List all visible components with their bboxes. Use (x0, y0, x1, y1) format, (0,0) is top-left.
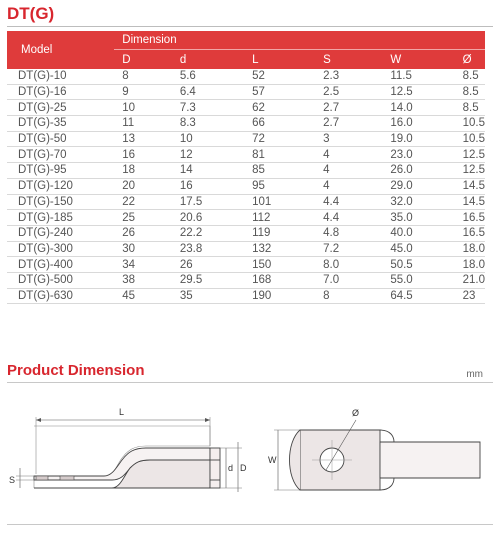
value-cell: 8 (315, 288, 382, 304)
model-cell: DT(G)-35 (7, 116, 114, 132)
value-cell: 190 (244, 288, 315, 304)
model-cell: DT(G)-70 (7, 147, 114, 163)
value-cell: 6.4 (172, 84, 244, 100)
value-cell: 29.0 (382, 178, 454, 194)
value-cell: 66 (244, 116, 315, 132)
section-divider (7, 382, 493, 383)
value-cell: 17.5 (172, 194, 244, 210)
value-cell: 57 (244, 84, 315, 100)
value-cell: 13 (114, 131, 172, 147)
product-dimension-drawing (0, 384, 500, 522)
dimension-phi-label: Ø (352, 408, 360, 418)
value-cell: 7.3 (172, 100, 244, 116)
table-row (7, 163, 485, 179)
value-cell: 35 (172, 288, 244, 304)
value-cell: 4.8 (315, 225, 382, 241)
value-cell: 35.0 (382, 210, 454, 226)
model-cell: DT(G)-95 (7, 163, 114, 179)
value-cell: 40.0 (382, 225, 454, 241)
value-cell: 18 (114, 163, 172, 179)
page-title: DT(G) (7, 4, 55, 23)
value-cell: 119 (244, 225, 315, 241)
value-cell: 18.0 (455, 257, 485, 273)
value-cell: 85 (244, 163, 315, 179)
value-cell: 23 (455, 288, 485, 304)
value-cell: 132 (244, 241, 315, 257)
value-cell: 150 (244, 257, 315, 273)
value-cell: 14.5 (455, 194, 485, 210)
value-cell: 8 (114, 69, 172, 84)
value-cell: 20 (114, 178, 172, 194)
value-cell: 45.0 (382, 241, 454, 257)
side-view (16, 417, 242, 492)
value-cell: 2.5 (315, 84, 382, 100)
value-cell: 2.3 (315, 69, 382, 84)
dimension-L-label: L (119, 407, 125, 417)
column-header-L: L (244, 50, 315, 70)
table-row (7, 194, 485, 210)
value-cell: 81 (244, 147, 315, 163)
column-header-d: d (172, 50, 244, 70)
value-cell: 26 (172, 257, 244, 273)
dimension-d-label: d (228, 463, 234, 473)
front-view (274, 420, 480, 490)
value-cell: 16.5 (455, 225, 485, 241)
table-row (7, 288, 485, 304)
value-cell: 11 (114, 116, 172, 132)
value-cell: 5.6 (172, 69, 244, 84)
column-header-phi: Ø (455, 50, 485, 70)
value-cell: 22.2 (172, 225, 244, 241)
table-row (7, 84, 485, 100)
table-row (7, 210, 485, 226)
value-cell: 4 (315, 178, 382, 194)
value-cell: 45 (114, 288, 172, 304)
value-cell: 8.3 (172, 116, 244, 132)
value-cell: 62 (244, 100, 315, 116)
value-cell: 26.0 (382, 163, 454, 179)
value-cell: 12.5 (455, 147, 485, 163)
value-cell: 52 (244, 69, 315, 84)
value-cell: 10.5 (455, 116, 485, 132)
value-cell: 19.0 (382, 131, 454, 147)
value-cell: 16 (114, 147, 172, 163)
dimension-S-label: S (9, 475, 16, 485)
section-title: Product Dimension (7, 362, 145, 379)
value-cell: 16.5 (455, 210, 485, 226)
value-cell: 32.0 (382, 194, 454, 210)
model-cell: DT(G)-300 (7, 241, 114, 257)
model-cell: DT(G)-240 (7, 225, 114, 241)
table-row (7, 69, 485, 84)
value-cell: 20.6 (172, 210, 244, 226)
value-cell: 16.0 (382, 116, 454, 132)
value-cell: 10 (114, 100, 172, 116)
dimension-table (7, 31, 485, 304)
value-cell: 29.5 (172, 272, 244, 288)
value-cell: 26 (114, 225, 172, 241)
model-header: Model (7, 31, 114, 69)
value-cell: 25 (114, 210, 172, 226)
value-cell: 9 (114, 84, 172, 100)
value-cell: 4 (315, 163, 382, 179)
value-cell: 14.0 (382, 100, 454, 116)
value-cell: 16 (172, 178, 244, 194)
value-cell: 112 (244, 210, 315, 226)
table-row (7, 241, 485, 257)
model-cell: DT(G)-10 (7, 69, 114, 84)
value-cell: 50.5 (382, 257, 454, 273)
value-cell: 22 (114, 194, 172, 210)
value-cell: 18.0 (455, 241, 485, 257)
column-header-S: S (315, 50, 382, 70)
table-row (7, 116, 485, 132)
model-cell: DT(G)-16 (7, 84, 114, 100)
value-cell: 4.4 (315, 210, 382, 226)
value-cell: 8.5 (455, 84, 485, 100)
table-body (7, 69, 485, 304)
table-row (7, 225, 485, 241)
value-cell: 11.5 (382, 69, 454, 84)
value-cell: 168 (244, 272, 315, 288)
dimension-D-label: D (240, 463, 247, 473)
value-cell: 12.5 (455, 163, 485, 179)
value-cell: 10 (172, 131, 244, 147)
title-divider (7, 26, 493, 27)
bottom-divider (7, 524, 493, 525)
value-cell: 23.0 (382, 147, 454, 163)
value-cell: 7.0 (315, 272, 382, 288)
column-header-W: W (382, 50, 454, 70)
table-row (7, 272, 485, 288)
value-cell: 4 (315, 147, 382, 163)
value-cell: 55.0 (382, 272, 454, 288)
value-cell: 14 (172, 163, 244, 179)
value-cell: 101 (244, 194, 315, 210)
table-row (7, 131, 485, 147)
value-cell: 8.5 (455, 69, 485, 84)
model-cell: DT(G)-25 (7, 100, 114, 116)
model-cell: DT(G)-120 (7, 178, 114, 194)
value-cell: 23.8 (172, 241, 244, 257)
value-cell: 12 (172, 147, 244, 163)
value-cell: 10.5 (455, 131, 485, 147)
value-cell: 21.0 (455, 272, 485, 288)
value-cell: 2.7 (315, 116, 382, 132)
value-cell: 95 (244, 178, 315, 194)
unit-label: mm (466, 369, 483, 380)
value-cell: 3 (315, 131, 382, 147)
dimension-header: Dimension (114, 31, 485, 50)
value-cell: 8.5 (455, 100, 485, 116)
value-cell: 2.7 (315, 100, 382, 116)
table-row (7, 257, 485, 273)
model-cell: DT(G)-185 (7, 210, 114, 226)
value-cell: 30 (114, 241, 172, 257)
value-cell: 7.2 (315, 241, 382, 257)
value-cell: 12.5 (382, 84, 454, 100)
value-cell: 8.0 (315, 257, 382, 273)
model-cell: DT(G)-400 (7, 257, 114, 273)
value-cell: 72 (244, 131, 315, 147)
dimension-W-label: W (268, 455, 277, 465)
value-cell: 4.4 (315, 194, 382, 210)
value-cell: 34 (114, 257, 172, 273)
model-cell: DT(G)-50 (7, 131, 114, 147)
table-row (7, 178, 485, 194)
table-row (7, 100, 485, 116)
model-cell: DT(G)-630 (7, 288, 114, 304)
model-cell: DT(G)-150 (7, 194, 114, 210)
value-cell: 14.5 (455, 178, 485, 194)
table-row (7, 147, 485, 163)
column-header-D: D (114, 50, 172, 70)
model-cell: DT(G)-500 (7, 272, 114, 288)
value-cell: 38 (114, 272, 172, 288)
value-cell: 64.5 (382, 288, 454, 304)
